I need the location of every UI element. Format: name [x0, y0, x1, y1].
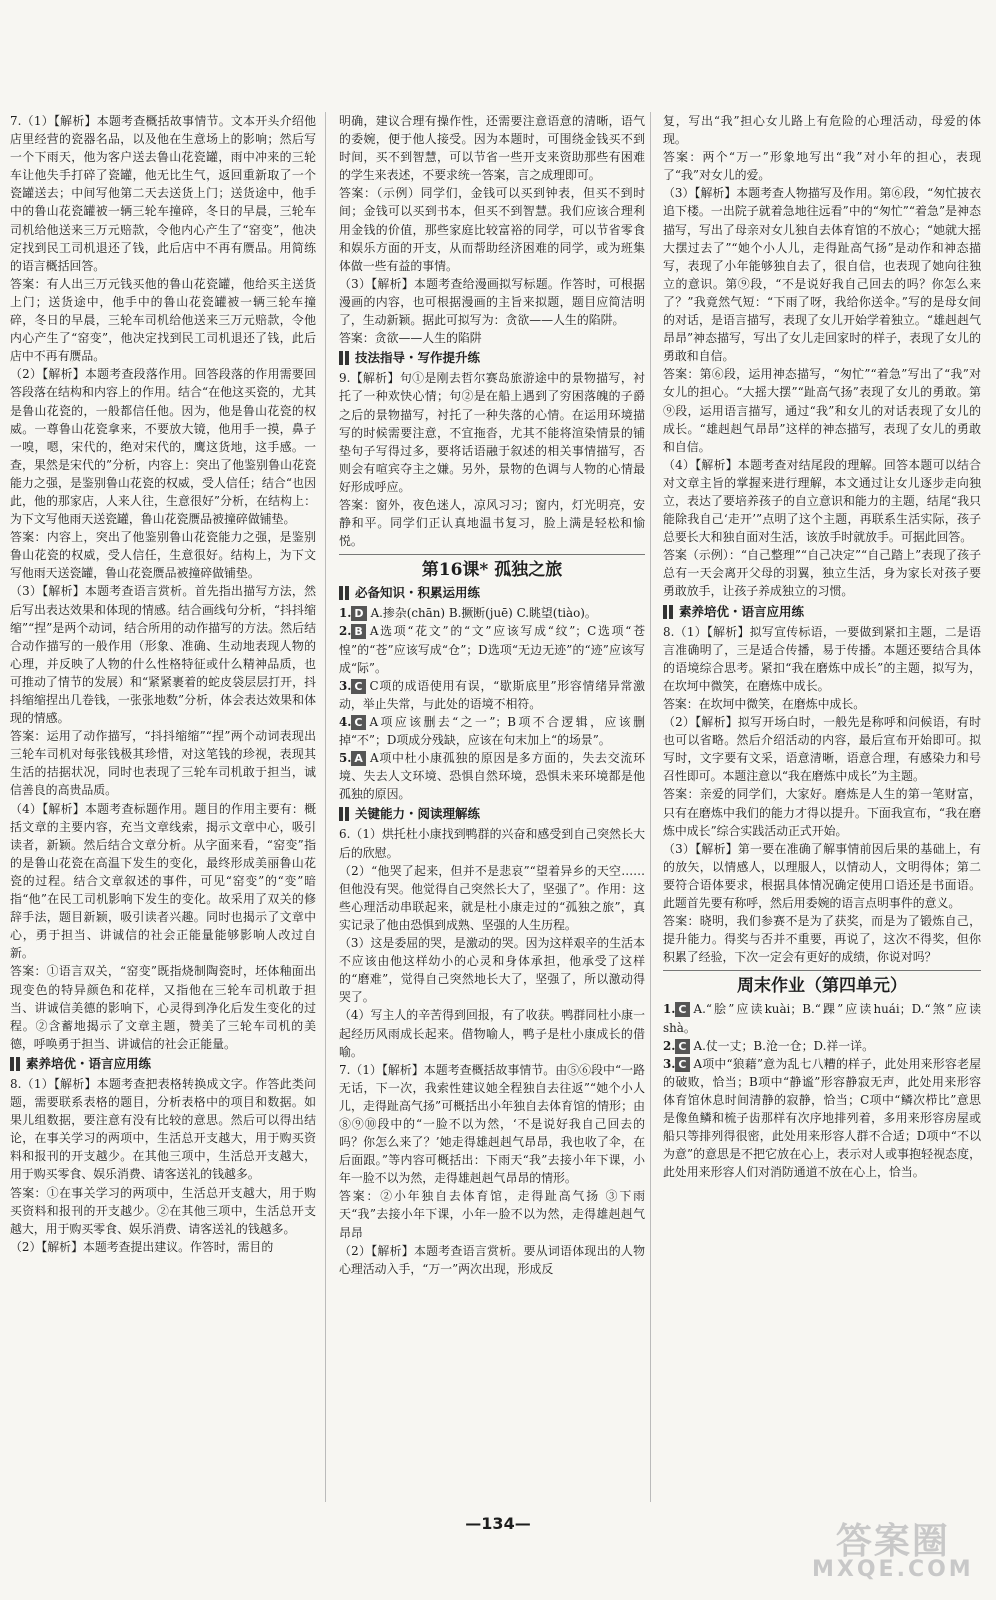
section-heading-text: 关键能力・阅读理解练 — [355, 806, 481, 822]
choice-answer — [339, 622, 645, 676]
answer-paragraph: 答案：两个“万一”形象地写出“我”对小年的担心，表现了“我”对女儿的爱。 — [663, 150, 981, 183]
answer-paragraph: 答案：内容上，突出了他鉴别鲁山花瓷能力之强，是鉴别鲁山花瓷的权威，受人信任，生意很好。结构上，为下文写他雨天送瓷罐，鲁山花瓷赝品被撞碎做铺垫。 — [10, 530, 316, 581]
answer-paragraph: 答案：①语言双关，“窑变”既指烧制陶瓷时，坯体釉面出现变色的特异颜色和花样，又指他在三轮车司机敢于担当、讲诚信美德的影响下，心灵得到净化后发生变化的过程。②含蓄地揭示了文章主题，赞美了三轮车司机的美德，呼唤勇于担当、讲诚信的社会正能量。 — [10, 964, 316, 1051]
section-heading — [10, 1055, 316, 1073]
watermark-line-2: MXQE.COM — [812, 1557, 974, 1582]
analysis-paragraph: 9.【解析】句①是刚去哲尔赛岛旅游途中的景物描写，衬托了一种欢快心情；句②是在船上遇到了穷困落魄的子爵之后的景物描写，衬托了一种失落的心情。在运用环境描写的时候需要注意，不宜拖沓，尤其不能将渲染情景的铺垫句子写得过多，要将话语融于叙述的相关事情描写，否则会有喧宾夺主之嫌。另外，景物的色调与人物的心情最好形成呼应。 — [339, 371, 645, 494]
analysis-paragraph: （3）【解析】本题考查给漫画拟写标题。作答时，可根据漫画的内容，也可根据漫画的主旨来拟题，题目应简洁明了，生动新颖。据此可拟写为：贪欲——人生的陷阱。 — [339, 276, 645, 328]
section-heading — [339, 584, 645, 602]
analysis-paragraph: （2）【解析】拟写开场白时，一般先是称呼和问候语，有时也可以省略。然后介绍活动的内容，最后宣布开始即可。拟写时，文字要有文采，语意清晰，语意合理，有感染力和号召性即可。本题注意以“我在磨炼中成长”为主题。 — [663, 715, 981, 784]
answer-explanation: A选项“花文”的“文”应该写成“纹”；C选项“苍惶”的“苍”应该写成“仓”；D选项“无边无迹”的“迹”应该写成“际”。 — [339, 624, 645, 675]
analysis-paragraph: （3）【解析】第一要在准确了解事情前因后果的基础上，有的放矢，以情感人，以理服人，以情动人，文明得体；第二要符合语体要求，根据具体情况确定使用口语还是书面语。此题首先要有称呼，然后用委婉的语言点明事件的意义。 — [663, 841, 981, 911]
section-heading — [339, 349, 645, 367]
watermark-logo — [812, 1521, 974, 1584]
choice-answer — [339, 677, 645, 713]
question-number: 5. — [339, 751, 352, 766]
analysis-paragraph: （3）【解析】本题考查人物描写及作用。第⑥段，“匆忙披衣追下楼。一出院子就着急地往远看”中的“匆忙”“着急”是神态描写，写出了母亲对女儿独自去体育馆的不放心；“她就大摇大摆过去了”“她个小人儿，走得趾高气扬”是动作和神态描写，表现了小年能够独自去了，很自信，也表现了她向往独立的意识。第⑨段，“不是说好我自己回去的吗？你怎么来了？”我竟然气短：“下雨了呀，我给你送伞。”写的是母女间的对话，是语言描写，表现了女儿开始学着独立。“雄赳赳气昂昂”神态描写，写出了女儿走回家时的样子，表现了女儿的勇敢和自信。 — [663, 186, 981, 364]
answer-letter-badge: D — [351, 606, 366, 621]
analysis-paragraph: 明确，建议合理有操作性，还需要注意语意的清晰，语气的委婉，便于他人接受。因为本题时，可围绕金钱买不到时间，买不到智慧，可以节省一些开支来资助那些有困难的学生来表述，不要求统一答案，言之成理即可。 — [339, 114, 645, 183]
unit-title: 周末作业（第四单元） — [663, 970, 981, 998]
answer-paragraph: 答案：亲爱的同学们，大家好。磨炼是人生的第一笔财富，只有在磨炼中我们的能力才得以提升。下面我宣布，“我在磨炼中成长”综合实践活动正式开始。 — [663, 787, 981, 838]
answer-letter-badge: C — [351, 715, 365, 730]
page-number: —134— — [465, 1514, 531, 1533]
analysis-paragraph: （4）【解析】本题考查标题作用。题目的作用主要有：概括文章的主要内容，充当文章线索，揭示文章中心，吸引读者，新颖。然后结合文章分析。从字面来看，“窑变”指的是鲁山花瓷在高温下发生的变化，最终形成美丽鲁山花瓷的过程。结合文章叙述的事件，可见“窑变”的“变”暗指“他”在民工司机影响下发生的变化。故采用了双关的修辞手法，题目新颖，吸引读者兴趣。同时也揭示了文章中心，勇于担当、讲诚信的社会正能量能够影响人改过自新。 — [10, 801, 316, 961]
section-marker-icon — [10, 1057, 14, 1071]
question-number: 3. — [339, 678, 352, 693]
section-heading-text: 必备知识・积累运用练 — [355, 585, 481, 601]
question-number: 2. — [339, 624, 352, 639]
column-divider-2 — [650, 112, 651, 1502]
answer-explanation: A.“脍”应读kuài；B.“踝”应读huái；D.“煞”应读shà。 — [663, 1002, 981, 1035]
analysis-paragraph: 7.（1）【解析】本题考查概括故事情节。由⑤⑥段中“一路无话，下一次，我索性建议她全程独自去往返”“她个小人儿，走得趾高气扬”可概括出小年独自去体育馆的情形；由⑧⑨⑩段中的“一脸不以为然，‘不是说好我自己回去的吗？你怎么来了？’她走得雄赳赳气昂昂，我也收了伞，在后面跟。”等内容可概括出：下雨天“我”去接小年下课，小年一脸不以为然，走得雄赳赳气昂昂的情形。 — [339, 1062, 645, 1186]
answer-explanation: A项中“狼藉”意为乱七八糟的样子，此处用来形容老屋的破败，恰当；B项中“静谧”形容静寂无声，此处用来形容体育馆休息时间清静的寂静，恰当；C项中“鳞次栉比”意思是像鱼鳞和梳子齿那样有次序地排列着，多用来形容房屋或船只等排列得很密，此处用来形容人群不合适；D项中“不以为意”的意思是不把它放在心上，表示对人或事抱轻视态度，此处用来形容人们对消防通道不放在心上，恰当。 — [663, 1056, 981, 1180]
question-number: 1. — [339, 606, 352, 621]
answer-paragraph: 答案：②小年独自去体育馆，走得趾高气扬 ③下雨天“我”去接小年下课，小年一脸不以为然，走得雄赳赳气昂昂 — [339, 1189, 645, 1240]
answer-paragraph: 答案：晓明，我们参赛不是为了获奖，而是为了锻炼自己，提升能力。得奖与否并不重要，再说了，这次不得奖，但你积累了经验，下次一定会有更好的成绩，你说对吗？ — [663, 914, 981, 965]
analysis-paragraph: （4）写主人的辛苦得到回报，有了收获。鸭群同杜小康一起经历风雨成长起来。借物喻人，鸭子是杜小康成长的借喻。 — [339, 1008, 645, 1059]
question-number: 2. — [663, 1038, 676, 1053]
analysis-paragraph: 8.（1）【解析】拟写宣传标语，一要做到紧扣主题，二是语言准确明了，三是适合传播，易于传播。本题还要结合具体的语境综合思考。紧扣“我在磨炼中成长”的主题，拟写为，在坎坷中微笑，在磨炼中成长。 — [663, 624, 981, 693]
section-marker-icon — [345, 586, 349, 600]
section-marker-icon — [339, 807, 343, 821]
column-1 — [10, 112, 316, 1504]
section-heading-text: 素养培优・语言应用练 — [679, 603, 805, 619]
question-number: 3. — [663, 1056, 676, 1071]
answer-letter-badge: A — [351, 751, 366, 766]
analysis-paragraph: 8.（1）【解析】本题考查把表格转换成文字。作答此类问题，需要联系表格的题目，分析表格中的项目和数据。如果儿组数据，要注意有没有比较的意思。然后可以得出结论，在事关学习的两项中，生活总开支越大，用于购买资料和报刊的开支越少。在其他三项中，生活总开支越大，用于购买零食、娱乐消费、请客送礼的钱越多。 — [10, 1076, 316, 1182]
section-marker-icon — [345, 351, 349, 365]
section-heading — [663, 603, 981, 621]
section-heading-text: 技法指导・写作提升练 — [355, 350, 481, 366]
answer-paragraph: 答案：（示例）同学们，金钱可以买到钟表，但买不到时间；金钱可以买到书本，但买不到智慧。我们应该合理利用金钱的价值，那些家庭比较富裕的同学，可以节省零食和娱乐方面的开支，从而帮助经济困难的同学，或为班集体做一些有益的事情。 — [339, 186, 645, 273]
column-3 — [663, 112, 981, 1504]
section-marker-icon — [663, 605, 667, 619]
answer-explanation: A.掺杂(chān) B.撅断(juē) C.眺望(tiào)。 — [370, 606, 597, 621]
analysis-paragraph: （2）“他哭了起来，但并不是悲哀”“望着异乡的天空……但他没有哭。他觉得自己突然长大了，坚强了”。作用：这些心理活动串联起来，就是杜小康走过的“孤独之旅”，真实记录了他由恐惧到成熟、坚强的人生历程。 — [339, 863, 645, 932]
answer-letter-badge: C — [675, 1057, 689, 1072]
answer-letter-badge: B — [351, 624, 365, 639]
answer-explanation: C项的成语使用有误，“歇斯底里”形容情绪异常激动，举止失常，与此处的语境不相符。 — [339, 678, 645, 711]
section-marker-icon — [339, 351, 343, 365]
analysis-paragraph: 7.（1）【解析】本题考查概括故事情节。文本开头介绍他店里经营的瓷器名品，以及他在生意场上的影响；然后写一个下雨天，他为客户送去鲁山花瓷罐，雨中冲来的三轮车让他失手打碎了瓷罐，他无比生气，返回重新取了一个瓷罐送去；中间写他第二天去送货上门；送货途中，他手中的鲁山花瓷罐被一辆三轮车撞碎，冬日的早晨，三轮车司机给他送来三万元赔款，令他内心产生了“窑变”，他决定找到民工司机退还了钱，此后店中不再有赝品。用简练的语言概括回答。 — [10, 114, 316, 273]
answer-paragraph: 答案：①在事关学习的两项中，生活总开支越大，用于购买资料和报刊的开支越少。②在其他三项中，生活总开支越大，用于购买零食、娱乐消费、请客送礼的钱越多。 — [10, 1185, 316, 1236]
answer-explanation: A.仗一丈；B.沧一仓；D.祥一详。 — [693, 1038, 874, 1053]
section-marker-icon — [339, 586, 343, 600]
column-2 — [339, 112, 645, 1504]
answer-letter-badge: C — [675, 1002, 689, 1017]
analysis-paragraph: （3）【解析】本题考查语言赏析。首先指出描写方法，然后写出表达效果和体现的情感。结合画线句分析，“抖抖缩缩”“捏”是两个动词，结合所用的动作描写的方法。然后结合动作描写的一般作用（形象、准确、生动地表现人物的心理，并反映了人物的什么性格特征或什么精神品质，也可推动了情节的发展）和“紧紧裹着的蛇皮袋层层打开，抖抖缩缩捏出几卷钱，一张张地数”分析，体会表达效果和体现的情感。 — [10, 584, 316, 726]
section-marker-icon — [16, 1057, 20, 1071]
answer-paragraph: 答案：第⑥段，运用神态描写，“匆忙”“着急”写出了“我”对女儿的担心。“大摇大摆”“趾高气扬”表现了女儿的勇敢。第⑨段，运用语言描写，通过“我”和女儿的对话表现了女儿的成长。“雄赳赳气昂昂”这样的神态描写，表现了女儿的勇敢和自信。 — [663, 367, 981, 454]
choice-answer — [339, 604, 645, 622]
answer-paragraph: 答案：在坎坷中微笑，在磨炼中成长。 — [663, 697, 866, 711]
answer-letter-badge: C — [675, 1039, 689, 1054]
question-number: 4. — [339, 714, 352, 729]
section-heading — [339, 805, 645, 823]
section-marker-icon — [345, 807, 349, 821]
answer-explanation: A项中杜小康孤独的原因是多方面的，失去交流环境、失去人文环境、恐惧自然环境，恐惧未来环境都是他孤独的原因。 — [339, 751, 645, 802]
answer-letter-badge: C — [351, 679, 365, 694]
choice-answer — [663, 1000, 981, 1036]
choice-answer — [339, 713, 645, 749]
section-heading-text: 素养培优・语言应用练 — [26, 1055, 152, 1071]
answer-paragraph: 答案：运用了动作描写，“抖抖缩缩”“捏”两个动词表现出三轮车司机对每张钱极其珍惜，对这笔钱的珍视，表现其生活的拮据状况，同时也表现了三轮车司机敢于担当，诚信善良的高贵品质。 — [10, 729, 316, 798]
analysis-paragraph: 复，写出“我”担心女儿路上有危险的心理活动，母爱的体现。 — [663, 114, 981, 147]
analysis-paragraph: （2）【解析】本题考查语言赏析。要从词语体现出的人物心理活动入手，“万一”两次出现，形成反 — [339, 1243, 645, 1276]
question-number: 1. — [663, 1002, 676, 1017]
answer-paragraph: 答案（示例）：“自己整理”“自己决定”“自己踏上”表现了孩子总有一天会离开父母的羽翼，独立生活，身为家长对孩子要勇敢放手，让孩子养成独立的习惯。 — [663, 548, 981, 599]
answer-paragraph: 答案：有人出三万元钱买他的鲁山花瓷罐，他给买主送货上门；送货途中，他手中的鲁山花瓷罐被一辆三轮车撞碎，冬日的早晨，三轮车司机给他送来三万元赔款，令他内心产生了“窑变”，他决定找到民工司机退还了钱，此后店中不再有赝品。 — [10, 276, 316, 364]
answer-paragraph: 答案：窗外，夜色迷人，凉风习习；窗内，灯光明亮，安静和平。同学们正认真地温书复习，脸上满是轻松和愉悦。 — [339, 497, 645, 549]
lesson-title: 第16课* 孤独之旅 — [339, 554, 645, 582]
column-divider-1 — [325, 112, 326, 1502]
choice-answer — [663, 1055, 981, 1182]
section-marker-icon — [669, 605, 673, 619]
watermark-line-1: 答案圈 — [835, 1521, 950, 1562]
answer-paragraph: 答案：贪欲——人生的陷阱 — [339, 331, 482, 346]
analysis-paragraph: （2）【解析】本题考查段落作用。回答段落的作用需要回答段落在结构和内容上的作用。结合“在他这买瓷的，尤其是鲁山花瓷的，一般都信任他。因为，他是鲁山花瓷的权威。一尊鲁山花瓷拿来，不要放大镜，他用手一摸，鼻子一嗅，嗯，宋代的，绝对宋代的，鹰这货地，这手感。一查，果然是宋代的”分析，内容上：突出了他鉴别鲁山花瓷能力之强，是鉴别鲁山花瓷的权威，受人信任；结合“也因此，他的那家店，人来人往，生意很好”分析，在结构上：为下文写他雨天送瓷罐，鲁山花瓷赝品被撞碎做铺垫。 — [10, 367, 316, 527]
analysis-paragraph: （2）【解析】本题考查提出建议。作答时，需目的 — [10, 1239, 274, 1254]
analysis-paragraph: 6.（1）烘托杜小康找到鸭群的兴奋和感受到自己突然长大后的欣慰。 — [339, 827, 645, 860]
analysis-paragraph: （4）【解析】本题考查对结尾段的理解。回答本题可以结合对文章主旨的掌握来进行理解，本文通过让女儿逐步走向独立，表达了要培养孩子的自立意识和能力的主题，结尾“我只能除我自己‘走开’”点明了这个主题，再联系生活实际，孩子总要长大和独自面对生活，该放手时就放手。可据此回答。 — [663, 457, 981, 545]
choice-answer — [663, 1037, 981, 1055]
answer-explanation: A项应该删去“之一”；B项不合逻辑，应该删掉“不”；D项成分残缺，应该在句末加上“的场景”。 — [339, 714, 645, 747]
analysis-paragraph: （3）这是委屈的哭，是激动的哭。因为这样艰辛的生活本不应该由他这样幼小的心灵和身体承担，他承受了这样的“磨难”，觉得自己突然地长大了，坚强了，所以激动得哭了。 — [339, 936, 645, 1005]
choice-answer — [339, 749, 645, 803]
